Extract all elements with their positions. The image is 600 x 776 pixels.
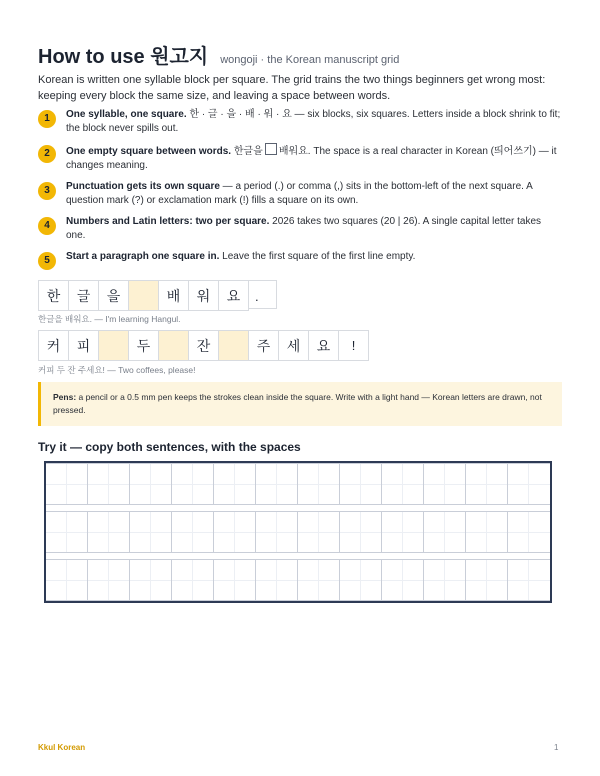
step-2	[38, 143, 562, 173]
step-heading: One empty square between words.	[66, 146, 232, 157]
practice-cell[interactable]	[88, 559, 130, 601]
practice-cell[interactable]	[508, 511, 550, 553]
practice-cell[interactable]	[298, 463, 340, 505]
practice-cell[interactable]	[46, 511, 88, 553]
step-4	[38, 215, 562, 243]
practice-cell[interactable]	[130, 511, 172, 553]
practice-cell[interactable]	[340, 559, 382, 601]
practice-cell[interactable]	[172, 559, 214, 601]
step-heading: One syllable, one square.	[66, 109, 187, 120]
grid-cell-space	[218, 330, 249, 361]
practice-cell[interactable]	[88, 511, 130, 553]
practice-cell[interactable]	[340, 511, 382, 553]
step-1	[38, 108, 562, 136]
grid-cell: 글	[68, 280, 99, 311]
practice-cell[interactable]	[172, 463, 214, 505]
step-text: 한글을	[231, 146, 263, 157]
practice-cell[interactable]	[466, 463, 508, 505]
practice-cell[interactable]	[46, 559, 88, 601]
step-3	[38, 180, 562, 208]
example-caption-1: 한글을 배워요. — I'm learning Hangul.	[38, 314, 181, 324]
practice-row	[46, 463, 550, 505]
practice-cell[interactable]	[256, 511, 298, 553]
practice-cell[interactable]	[130, 559, 172, 601]
practice-cell[interactable]	[214, 511, 256, 553]
practice-cell[interactable]	[340, 463, 382, 505]
step-heading: Numbers and Latin letters: two per square.	[66, 216, 270, 227]
grid-cell-space	[158, 330, 189, 361]
page-title: How to use 원고지	[38, 46, 209, 68]
page-number: 1	[554, 743, 559, 752]
example-grid-1	[38, 280, 277, 311]
step-number: 3	[38, 182, 56, 200]
step-text: 2026 takes two squares (20 | 26). A single capital letter takes one.	[66, 216, 542, 241]
footer-brand: Kkul Korean	[38, 743, 86, 752]
step-heading: Punctuation gets its own square	[66, 181, 220, 192]
step-5	[38, 250, 562, 264]
practice-cell[interactable]	[424, 511, 466, 553]
practice-cell[interactable]	[172, 511, 214, 553]
practice-cell[interactable]	[214, 463, 256, 505]
grid-cell-punctuation: !	[338, 330, 369, 361]
step-number: 4	[38, 217, 56, 235]
practice-cell[interactable]	[382, 559, 424, 601]
practice-row	[46, 511, 550, 553]
grid-cell: 세	[278, 330, 309, 361]
grid-cell: 잔	[188, 330, 219, 361]
grid-cell: 주	[248, 330, 279, 361]
practice-cell[interactable]	[424, 559, 466, 601]
step-number: 1	[38, 110, 56, 128]
pens-note	[38, 382, 562, 426]
empty-square-icon	[265, 143, 277, 155]
practice-cell[interactable]	[214, 559, 256, 601]
grid-cell: 배	[158, 280, 189, 311]
practice-cell[interactable]	[256, 559, 298, 601]
example-caption-2: 커피 두 잔 주세요! — Two coffees, please!	[38, 365, 196, 375]
grid-cell: 두	[128, 330, 159, 361]
practice-cell[interactable]	[130, 463, 172, 505]
grid-cell: 피	[68, 330, 99, 361]
grid-cell-punctuation: .	[248, 280, 277, 309]
practice-cell[interactable]	[508, 559, 550, 601]
steps-list	[38, 108, 562, 271]
grid-cell: 요	[218, 280, 249, 311]
practice-cell[interactable]	[466, 511, 508, 553]
practice-cell[interactable]	[508, 463, 550, 505]
practice-cell[interactable]	[88, 463, 130, 505]
step-text: 한 · 글 · 을 · 배 · 워 · 요 — six blocks, six squares. Letters inside a block shrink to fit; the block never spills out.	[66, 109, 561, 134]
note-text: a pencil or a 0.5 mm pen keeps the strokes clean inside the square. Write with a light hand — Korean letters are drawn, not pressed.	[53, 392, 542, 415]
grid-cell: 커	[38, 330, 69, 361]
step-text: Leave the first square of the first line empty.	[219, 251, 416, 262]
grid-cell: 워	[188, 280, 219, 311]
practice-cell[interactable]	[256, 463, 298, 505]
grid-cell: 한	[38, 280, 69, 311]
grid-cell: 요	[308, 330, 339, 361]
practice-cell[interactable]	[298, 511, 340, 553]
title-row	[38, 40, 399, 69]
note-label: Pens:	[53, 392, 77, 402]
grid-cell: 을	[98, 280, 129, 311]
grid-cell-space	[128, 280, 159, 311]
practice-cell[interactable]	[382, 511, 424, 553]
step-number: 5	[38, 252, 56, 270]
practice-title: Try it — copy both sentences, with the spaces	[38, 440, 301, 454]
grid-cell-space	[98, 330, 129, 361]
step-text: — a period (.) or comma (,) sits in the bottom-left of the next square. A question mark (?) or exclamation mark (!) fills a square on its own.	[66, 181, 533, 206]
practice-cell[interactable]	[382, 463, 424, 505]
step-heading: Start a paragraph one square in.	[66, 251, 220, 262]
practice-cell[interactable]	[46, 463, 88, 505]
step-text: 배워요. The space is a real character in Korean (띄어쓰기) — it changes meaning.	[66, 146, 557, 171]
intro-paragraph: Korean is written one syllable block per square. The grid trains the two things beginners get wrong most: keeping every block the same size, and leaving a space between words.	[38, 74, 546, 102]
practice-cell[interactable]	[298, 559, 340, 601]
step-number: 2	[38, 145, 56, 163]
practice-cell[interactable]	[424, 463, 466, 505]
example-grid-2	[38, 330, 369, 361]
page-subtitle: wongoji · the Korean manuscript grid	[220, 54, 400, 66]
practice-row	[46, 559, 550, 601]
practice-cell[interactable]	[466, 559, 508, 601]
practice-grid	[44, 461, 552, 603]
